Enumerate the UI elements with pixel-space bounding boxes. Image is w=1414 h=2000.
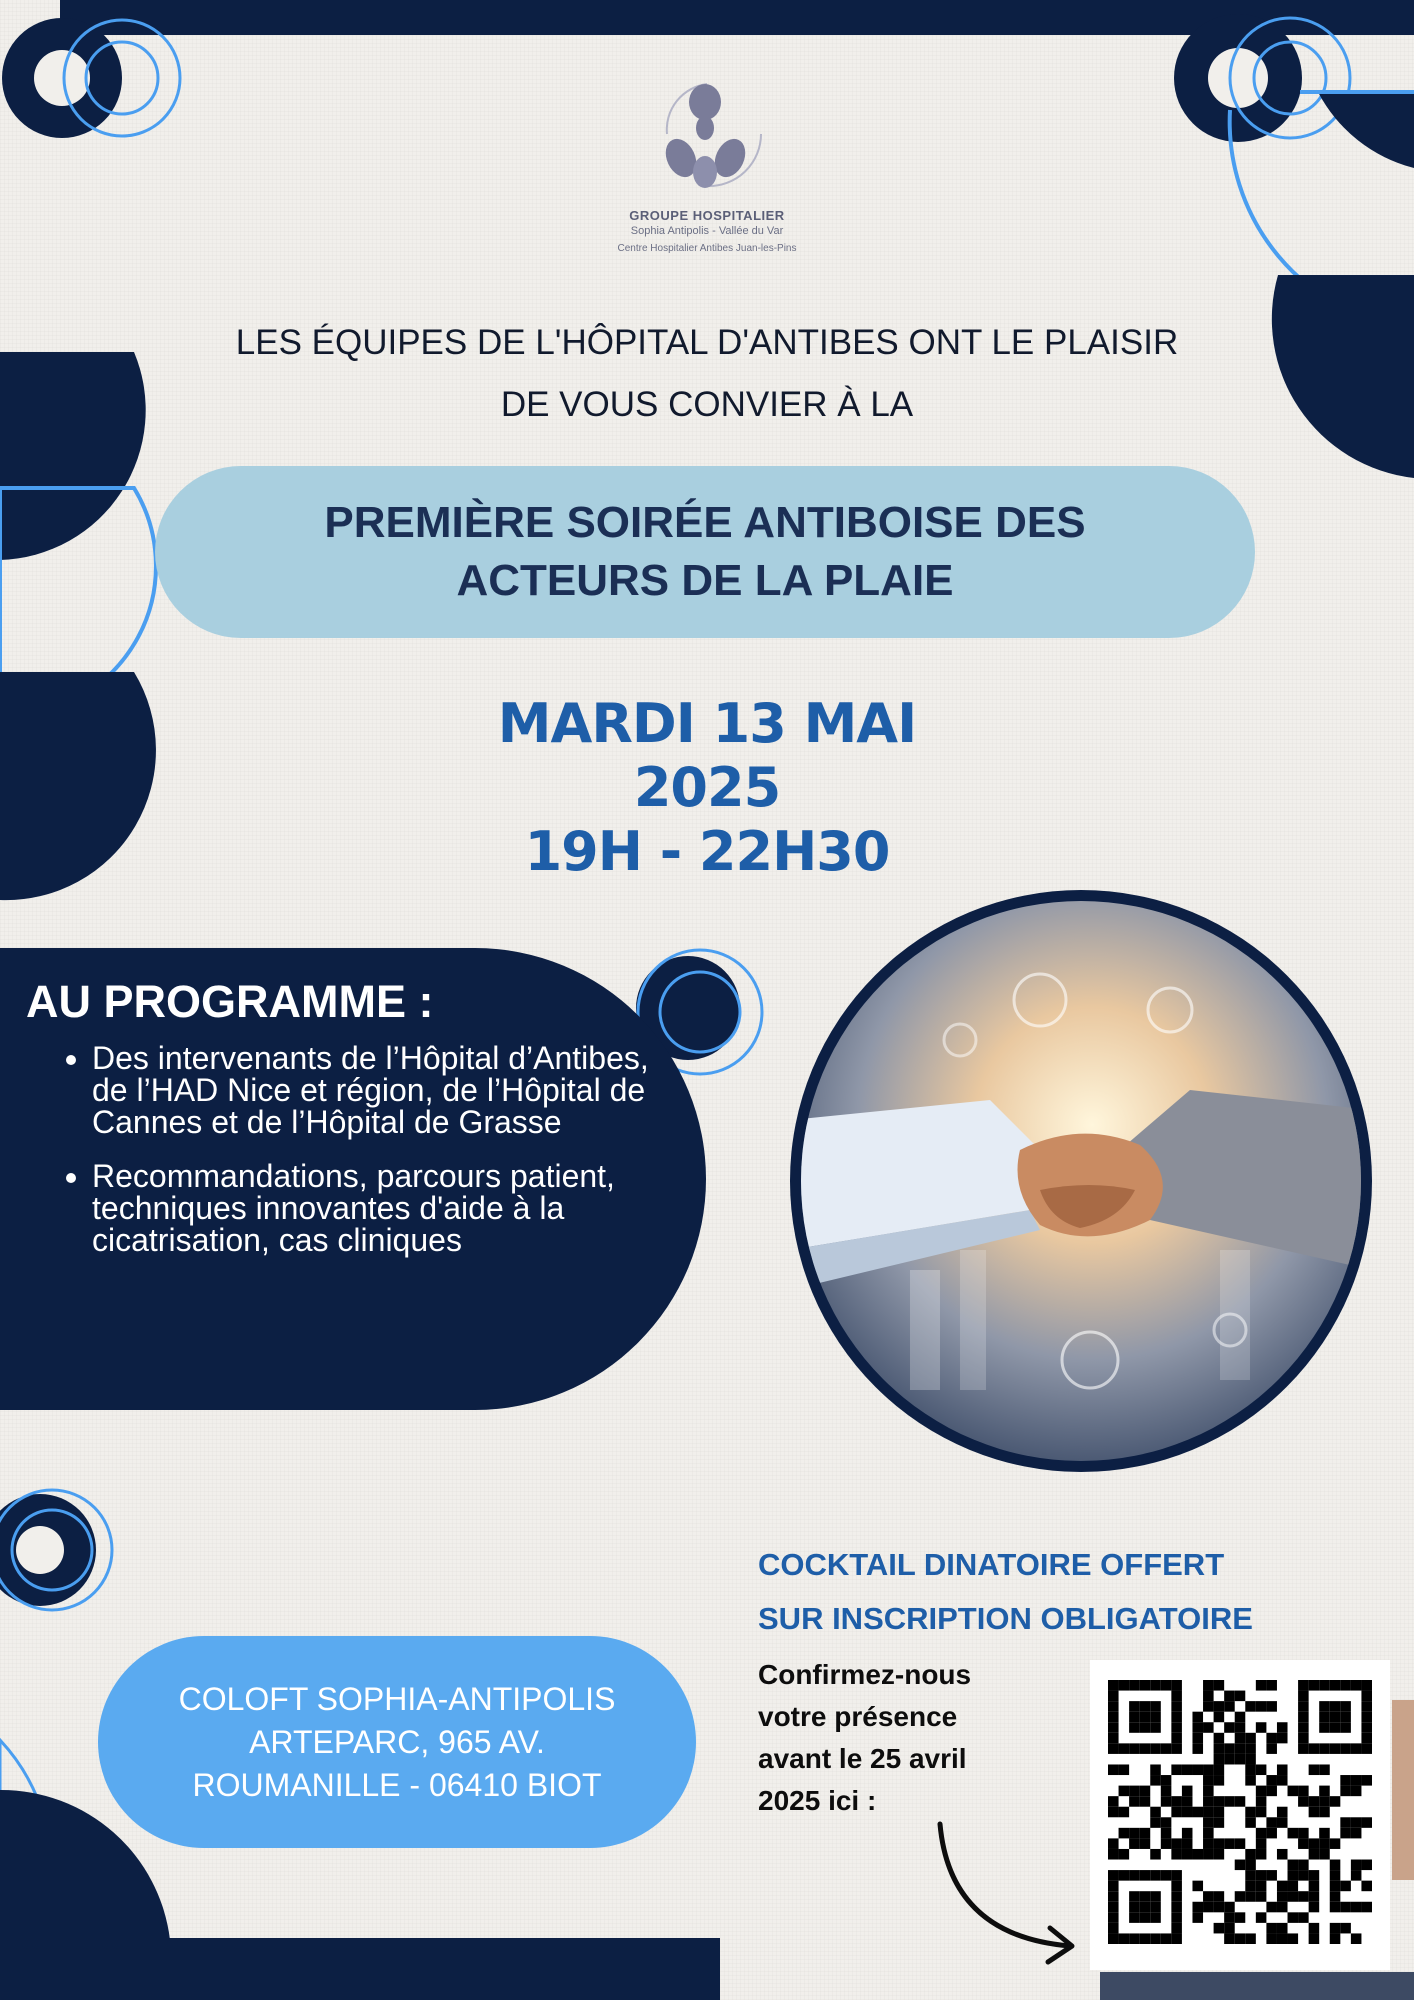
logo-line-2: Sophia Antipolis - Vallée du Var (630, 225, 784, 237)
programme-heading: AU PROGRAMME : (26, 976, 434, 1027)
cocktail-line-2: SUR INSCRIPTION OBLIGATOIRE (758, 1601, 1253, 1636)
programme-item: • Recommandations, parcours patient, techniques innovantes d'aide à la cicatrisation, cas cliniques (92, 1160, 692, 1256)
logo-line-1: GROUPE HOSPITALIER (629, 208, 785, 223)
event-title-line-1: PREMIÈRE SOIRÉE ANTIBOISE DES (324, 498, 1086, 547)
logo-line-3: Centre Hospitalier Antibes Juan-les-Pins (617, 243, 797, 254)
hospital-logo-icon (637, 64, 777, 204)
event-date (380, 692, 1034, 884)
cocktail-line-1: COCKTAIL DINATOIRE OFFERT (758, 1547, 1225, 1582)
rsvp-line-4: 2025 ici : (758, 1785, 877, 1816)
event-time: 19H - 22H30 (524, 820, 890, 883)
event-title-banner (155, 466, 1255, 638)
venue-line-3: ROUMANILLE - 06410 BIOT (192, 1766, 602, 1803)
programme-list (56, 1042, 692, 1278)
rsvp-line-2: votre présence (758, 1701, 958, 1732)
date-line-1: MARDI 13 MAI (497, 692, 917, 755)
handshake-photo (790, 890, 1372, 1472)
rsvp-instructions (758, 1654, 1058, 1822)
qr-code[interactable] (1090, 1660, 1390, 1970)
programme-item: • Des intervenants de l’Hôpital d’Antibes, de l’HAD Nice et région, de l’Hôpital de Cannes et de l’Hôpital de Grasse (92, 1042, 692, 1138)
curved-arrow-icon (920, 1816, 1100, 1966)
rsvp-line-3: avant le 25 avril (758, 1743, 967, 1774)
hospital-logo (577, 64, 837, 274)
venue-line-1: COLOFT SOPHIA-ANTIPOLIS (178, 1680, 616, 1717)
event-title-line-2: ACTEURS DE LA PLAIE (456, 556, 954, 605)
date-line-2: 2025 (633, 756, 781, 819)
intro-text (160, 312, 1254, 436)
venue-line-2: ARTEPARC, 965 AV. (249, 1723, 545, 1760)
qr-code-icon[interactable] (1108, 1680, 1372, 1944)
intro-line-1: LES ÉQUIPES DE L'HÔPITAL D'ANTIBES ONT LE PLAISIR (235, 323, 1179, 362)
rsvp-line-1: Confirmez-nous (758, 1659, 972, 1690)
venue-address (98, 1636, 696, 1848)
intro-line-2: DE VOUS CONVIER À LA (500, 385, 914, 424)
cocktail-notice (758, 1538, 1398, 1646)
